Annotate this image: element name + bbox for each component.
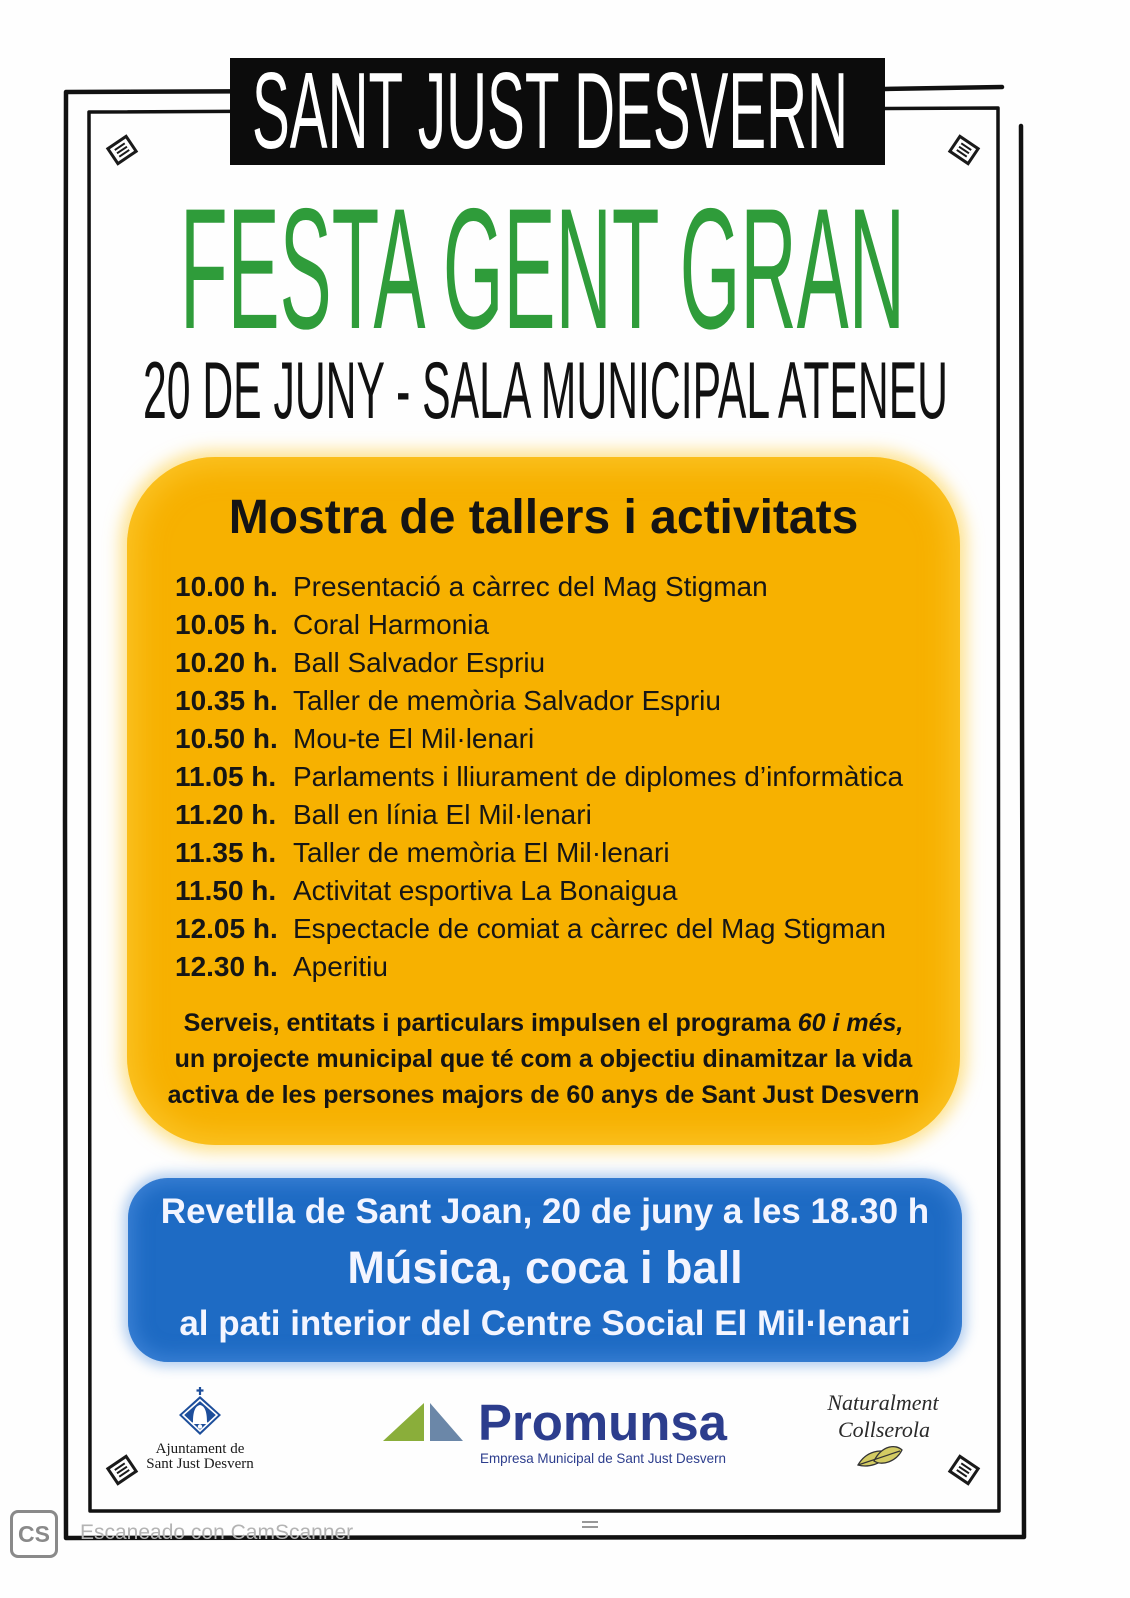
schedule-time: 10.35 h. xyxy=(175,685,278,716)
schedule-activity: Activitat esportiva La Bonaigua xyxy=(293,875,678,906)
schedule-item xyxy=(175,758,903,796)
schedule-item xyxy=(175,682,903,720)
program-note-line xyxy=(127,1005,960,1041)
schedule-item xyxy=(175,948,903,986)
twin-triangles-icon xyxy=(383,1403,463,1441)
leaf-icon xyxy=(858,1447,902,1466)
ajuntament-label-line1: Ajuntament de xyxy=(155,1441,245,1457)
schedule-item xyxy=(175,910,903,948)
schedule-item xyxy=(175,796,903,834)
schedule-activity: Ball en línia El Mil·lenari xyxy=(293,799,592,830)
schedule-activity: Taller de memòria Salvador Espriu xyxy=(293,685,721,716)
program-name-emphasis: 60 i més, xyxy=(797,1009,904,1037)
revetlla-panel xyxy=(128,1178,962,1362)
schedule-time: 10.05 h. xyxy=(175,609,278,640)
schedule-item xyxy=(175,568,903,606)
collserola-label-line2: Collserola xyxy=(837,1417,931,1442)
schedule-list xyxy=(175,568,903,986)
camscanner-watermark: Escaneado con CamScanner xyxy=(80,1521,354,1544)
collserola-label-line1: Naturalment xyxy=(827,1390,939,1415)
event-date-venue: 20 DE JUNY - SALA MUNICIPAL ATENEU xyxy=(143,346,949,436)
schedule-time: 10.00 h. xyxy=(175,571,278,602)
schedule-item xyxy=(175,606,903,644)
schedule-activity: Aperitiu xyxy=(293,951,388,982)
schedule-item xyxy=(175,644,903,682)
program-note-line: un projecte municipal que té com a objectiu dinamitzar la vida xyxy=(174,1045,913,1073)
schedule-time: 10.50 h. xyxy=(175,723,278,754)
schedule-activity: Presentació a càrrec del Mag Stigman xyxy=(293,571,768,602)
program-panel xyxy=(127,457,960,1145)
schedule-time: 11.20 h. xyxy=(175,799,277,830)
schedule-activity: Taller de memòria El Mil·lenari xyxy=(293,837,670,868)
program-note-text: Serveis, entitats i particulars impulsen el programa xyxy=(183,1009,791,1037)
schedule-time: 11.50 h. xyxy=(175,875,277,906)
revetlla-location: al pati interior del Centre Social El Mil·lenari xyxy=(179,1304,911,1343)
headline-block xyxy=(0,0,1130,440)
schedule-item xyxy=(175,834,903,872)
schedule-time: 12.30 h. xyxy=(175,951,278,982)
schedule-time: 12.05 h. xyxy=(175,913,278,944)
ajuntament-label-line2: Sant Just Desvern xyxy=(146,1456,254,1472)
schedule-time: 10.20 h. xyxy=(175,647,278,678)
schedule-activity: Espectacle de comiat a càrrec del Mag Stigman xyxy=(293,913,886,944)
camscanner-logo: CS xyxy=(10,1510,58,1558)
schedule-activity: Coral Harmonia xyxy=(293,609,490,640)
program-title: Mostra de tallers i activitats xyxy=(228,491,859,544)
sponsor-logos xyxy=(0,1380,1130,1490)
schedule-activity: Mou-te El Mil·lenari xyxy=(293,723,535,754)
schedule-item xyxy=(175,720,903,758)
schedule-activity: Parlaments i lliurament de diplomes d’informàtica xyxy=(293,761,904,792)
schedule-item xyxy=(175,872,903,910)
banner-title: SANT JUST DESVERN xyxy=(252,58,849,165)
schedule-time: 11.05 h. xyxy=(175,761,277,792)
ajuntament-logo xyxy=(179,1387,221,1435)
schedule-time: 11.35 h. xyxy=(175,837,277,868)
revetlla-headline: Música, coca i ball xyxy=(347,1242,743,1293)
schedule-activity: Ball Salvador Espriu xyxy=(293,647,546,678)
program-note-line: activa de les persones majors de 60 anys de Sant Just Desvern xyxy=(167,1081,920,1109)
scan-mark xyxy=(582,1522,598,1527)
cross-icon xyxy=(197,1387,204,1395)
promunsa-tagline: Empresa Municipal de Sant Just Desvern xyxy=(480,1450,726,1466)
program-note xyxy=(127,1005,960,1113)
event-title: FESTA GENT GRAN xyxy=(180,173,905,365)
promunsa-logo-text: Promunsa xyxy=(478,1394,728,1451)
revetlla-date-time: Revetlla de Sant Joan, 20 de juny a les 18.30 h xyxy=(160,1192,930,1231)
